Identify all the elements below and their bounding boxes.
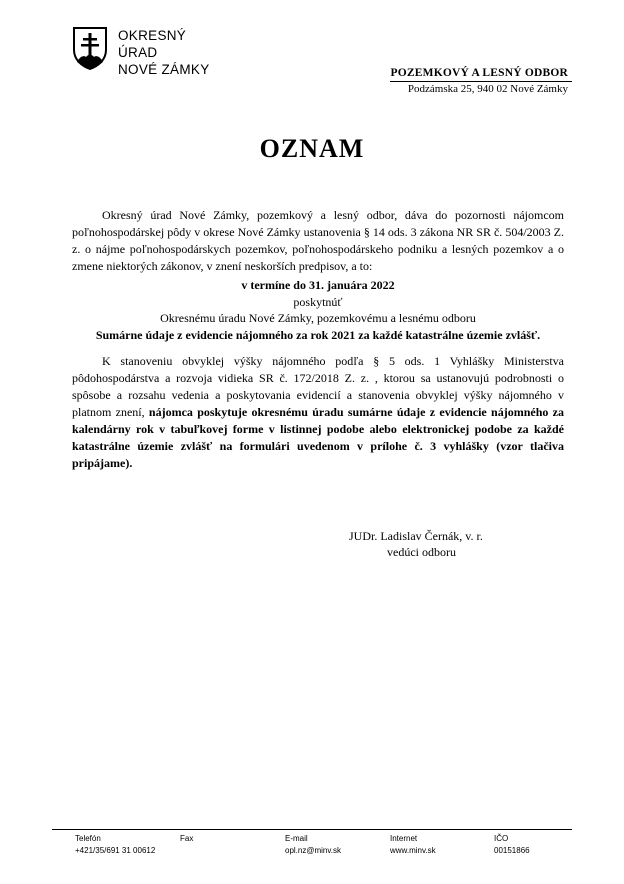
rules-text: K stanoveniu obvyklej výšky nájomného podľa § 5 ods. 1 Vyhlášky Ministerstva pôdohospodárstva a rozvoja vidieka SR č. 172/2018 Z. z. , ktorou sa ustanovujú podrobnosti o spôsobe a rozsahu vedenia a poskytovania evidencií a stanovenia obvyklej výšky nájomného v platnom znení,: [72, 354, 564, 419]
office-name-line: NOVÉ ZÁMKY: [118, 62, 210, 77]
intro-paragraph: [72, 207, 564, 275]
signatory-role: vedúci odboru: [387, 545, 456, 559]
footer-label: IČO: [494, 834, 509, 843]
footer-email: [285, 833, 341, 857]
footer-value: +421/35/691 31 00612: [75, 846, 156, 855]
department-name: POZEMKOVÝ A LESNÝ ODBOR: [390, 67, 568, 79]
signatory-name: JUDr. Ladislav Černák, v. r.: [349, 529, 483, 543]
provided-text: poskytnúť: [293, 294, 343, 309]
department-address: Podzámska 25, 940 02 Nové Zámky: [407, 83, 568, 95]
footer-value: opl.nz@minv.sk: [285, 846, 341, 855]
rules-bold-text: nájomca poskytuje okresnému úradu sumárne údaje z evidencie nájomného za kalendárny rok v tabuľkovej forme v listinnej podobe alebo elektronickej podobe za každé katastrálne územie zvlášť na formulári uvedenom v prílohe č. 3 vyhlášky (vzor tlačiva pripájame).: [72, 405, 564, 470]
office-name-line: ÚRAD: [118, 45, 158, 60]
intro-text: Okresný úrad Nové Zámky, pozemkový a lesný odbor, dáva do pozornosti nájomcom poľnohospodárskej pôdy v okrese Nové Zámky ustanovenia § 14 ods. 3 zákona NR SR č. 504/2003 Z. z. o nájme poľnohospodárskych pozemkov, poľnohospodárskeho podniku a lesných pozemkov a o zmene niektorých zákonov, v znení neskorších predpisov, a to:: [72, 208, 564, 273]
footer-label: Telefón: [75, 834, 101, 843]
page-title: OZNAM: [259, 134, 365, 163]
signature-block: [330, 528, 530, 560]
footer-ico: [494, 833, 530, 857]
deadline-block: [72, 277, 564, 343]
deadline-text: v termíne do 31. januára 2022: [241, 278, 395, 292]
footer-phone: [75, 833, 155, 857]
footer-label: E-mail: [285, 834, 308, 843]
summary-text: Sumárne údaje z evidencie nájomného za rok 2021 za každé katastrálne územie zvlášť.: [95, 327, 541, 342]
office-name-line: OKRESNÝ: [118, 28, 187, 43]
state-emblem-icon: [72, 26, 108, 70]
footer-label: Fax: [180, 834, 194, 843]
footer-value: 00151866: [494, 846, 530, 855]
office-name: [118, 27, 210, 78]
recipient-text: Okresnému úradu Nové Zámky, pozemkovému a lesnému odboru: [160, 311, 476, 325]
footer-divider: [52, 829, 572, 830]
footer-value: www.minv.sk: [390, 846, 436, 855]
footer-web: [390, 833, 436, 857]
footer-fax: [180, 833, 193, 845]
rules-paragraph: [72, 353, 564, 472]
footer-label: Internet: [390, 834, 418, 843]
